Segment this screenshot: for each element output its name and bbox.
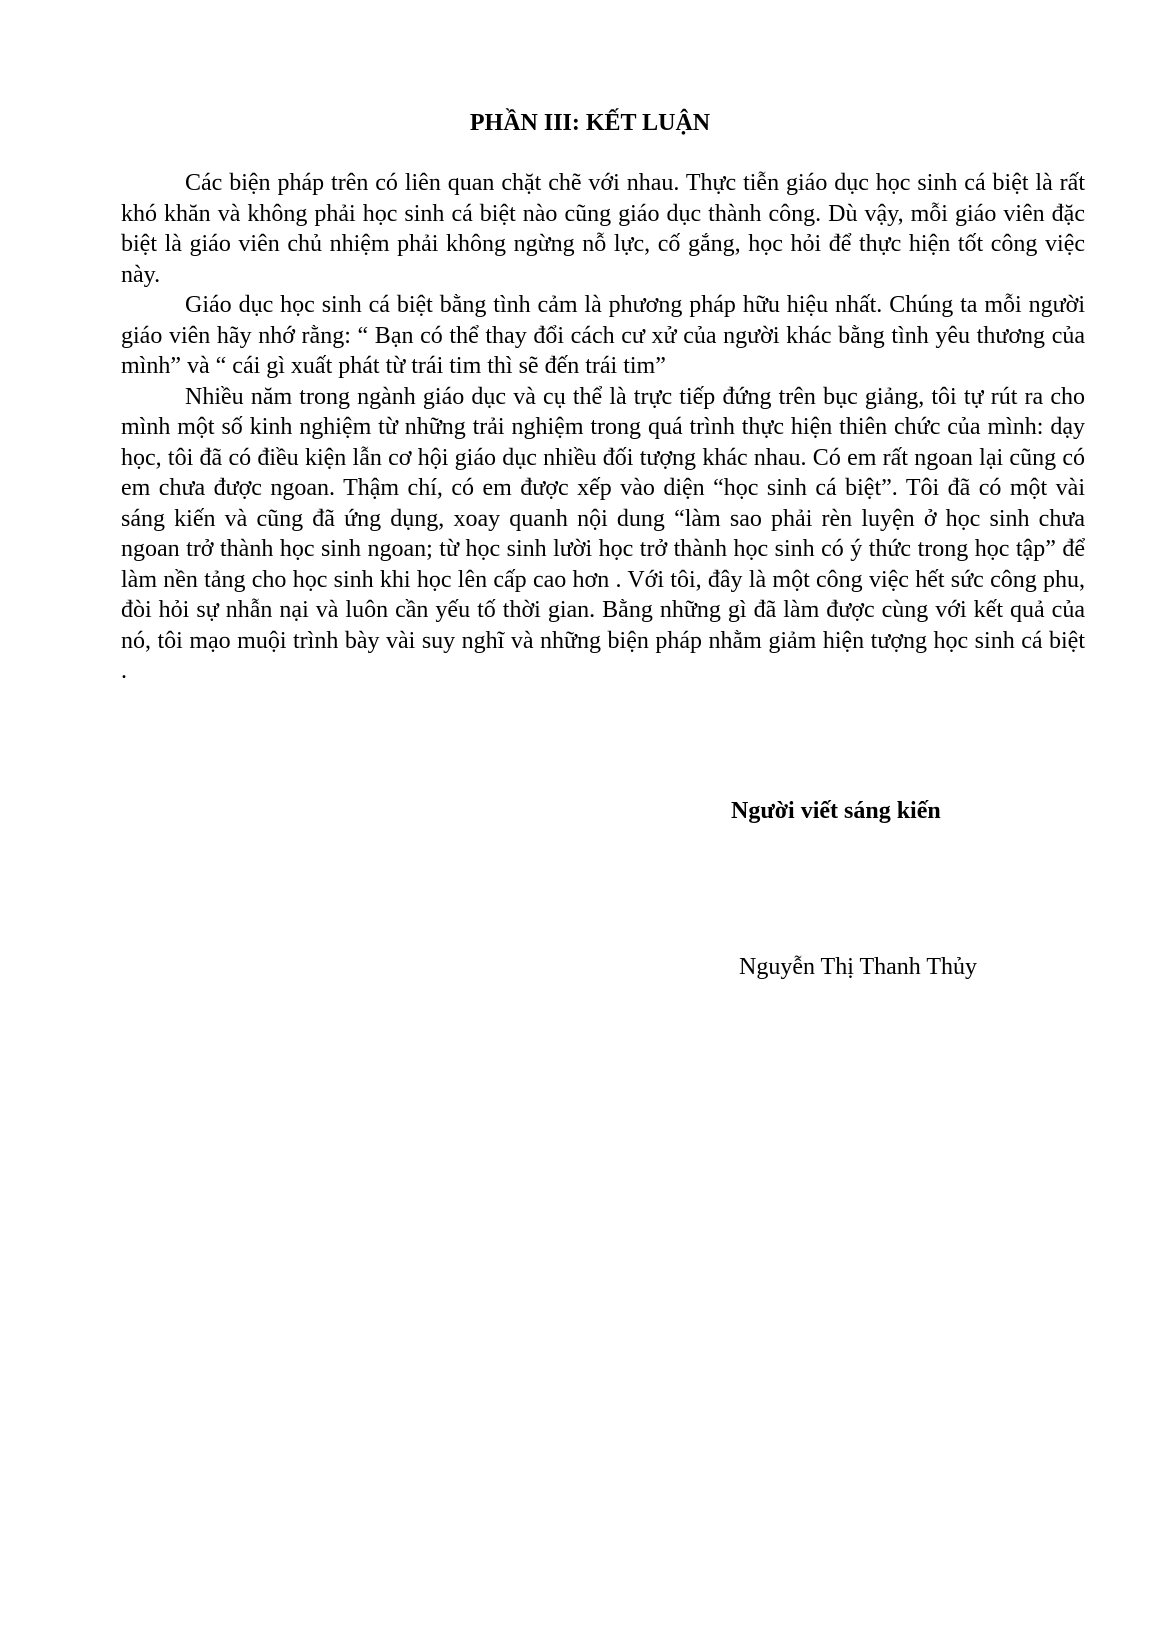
signature-title: Người viết sáng kiến (731, 798, 941, 824)
signature-name: Nguyễn Thị Thanh Thủy (739, 954, 977, 980)
paragraph-3: Nhiều năm trong ngành giáo dục và cụ thể là trực tiếp đứng trên bục giảng, tôi tự rút ra cho mình một số kinh nghiệm từ những trải nghiệm trong quá trình thực hiện thiên chức của mình: dạy học, tôi đã có điều kiện lẫn cơ hội giáo dục nhiều đối tượng khác nhau. Có em rất ngoan lại cũng có em chưa được ngoan. Thậm chí, có em được xếp vào diện “học sinh cá biệt”. Tôi đã có một vài sáng kiến và cũng đã ứng dụng, xoay quanh nội dung “làm sao phải rèn luyện ở học sinh chưa ngoan trở thành học sinh ngoan; từ học sinh lười học trở thành học sinh có ý thức trong học tập” để làm nền tảng cho học sinh khi học lên cấp cao hơn . Với tôi, đây là một công việc hết sức công phu, đòi hỏi sự nhẫn nại và luôn cần yếu tố thời gian. Bằng những gì đã làm được cùng với kết quả của nó, tôi mạo muội trình bày vài suy nghĩ và những biện pháp nhằm giảm hiện tượng học sinh cá biệt . (121, 383, 1085, 684)
conclusion-body (121, 168, 1085, 687)
paragraph-2: Giáo dục học sinh cá biệt bằng tình cảm là phương pháp hữu hiệu nhất. Chúng ta mỗi người giáo viên hãy nhớ rằng: “ Bạn có thể thay đổi cách cư xử của người khác bằng tình yêu thương của mình” và “ cái gì xuất phát từ trái tim thì sẽ đến trái tim” (121, 292, 1085, 379)
section-heading: PHẦN III: KẾT LUẬN (469, 110, 711, 136)
paragraph-1: Các biện pháp trên có liên quan chặt chẽ với nhau. Thực tiễn giáo dục học sinh cá biệt là rất khó khăn và không phải học sinh cá biệt nào cũng giáo dục thành công. Dù vậy, mỗi giáo viên đặc biệt là giáo viên chủ nhiệm phải không ngừng nỗ lực, cố gắng, học hỏi để thực hiện tốt công việc này. (121, 170, 1085, 288)
